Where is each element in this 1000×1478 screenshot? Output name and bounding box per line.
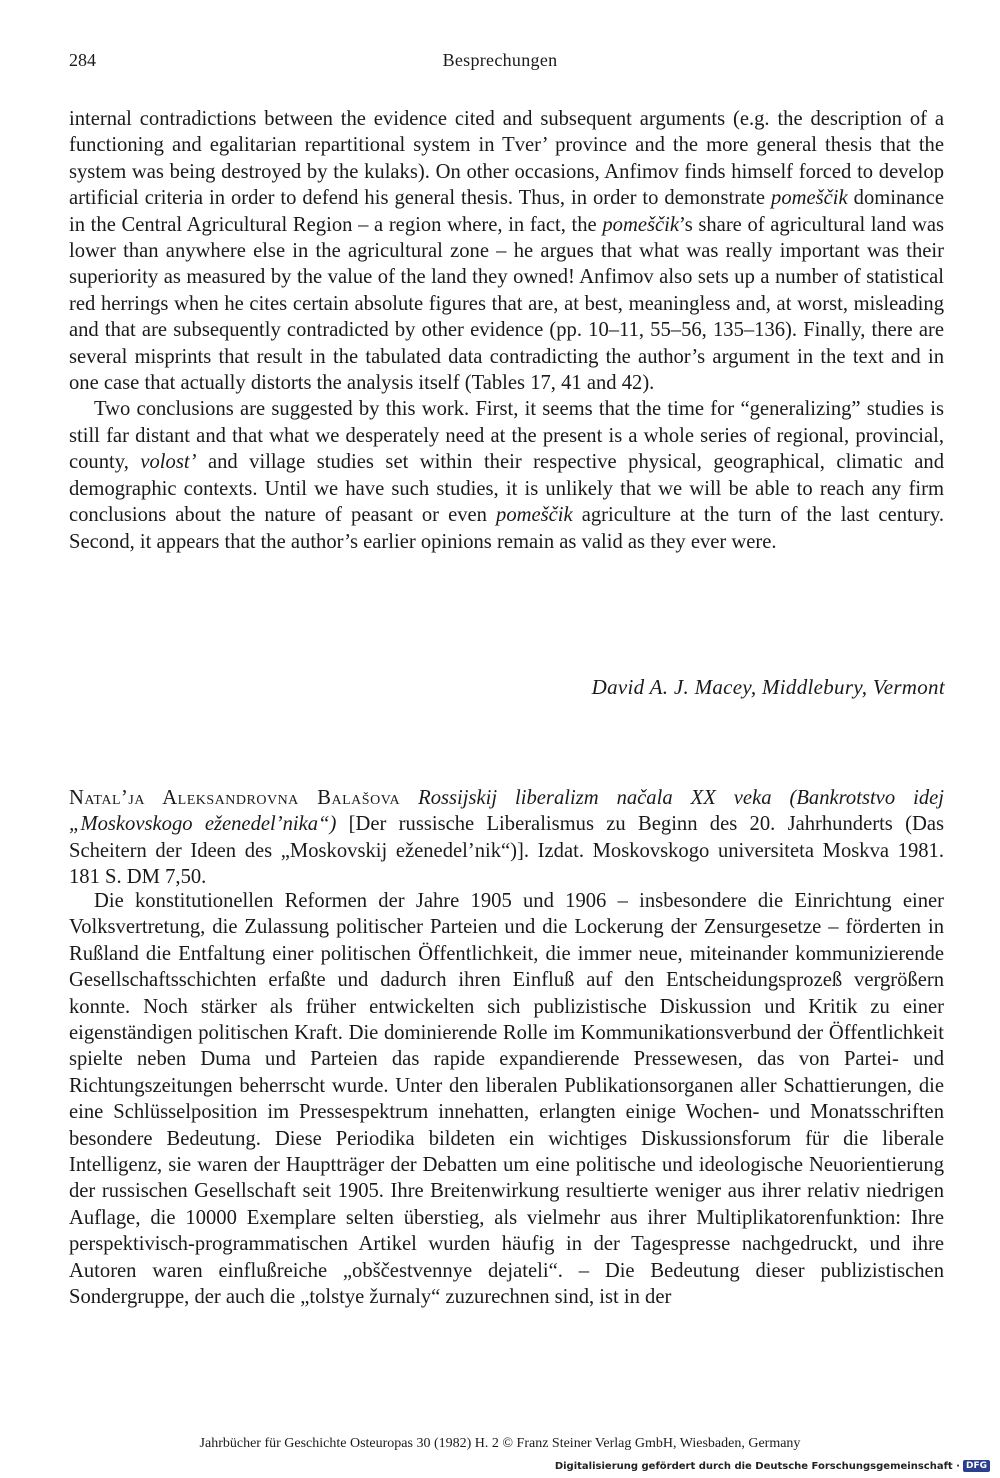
book-details: [Der russische Liberalismus zu Beginn des 20. Jahrhunderts (Das Scheitern der Ideen des „Moskovskij eženedel’nik“)]. Izdat. Moskovskogo universiteta Moskva 1981. 181 S. DM 7,50. (69, 813, 944, 889)
review-2-paragraph-1: Die konstitutionellen Reformen der Jahre 1905 und 1906 – insbesondere die Einrichtung einer Volksvertretung, die Zulassung politischer Parteien und die Lockerung der Zensurgesetze – förderten in Rußland die Entfaltung einer politischen Öffentlichkeit, die immer neue, miteinander kommunizierende Gesellschaftsschichten erfaßte und dadurch ihren Einfluß auf den Entscheidungsprozeß vergrößern konnte. Noch stärker als früher entwickelten sich publizistische Diskussion und Kritik zu einer eigenständigen politischen Kraft. Die dominierende Rolle im Kommunikationsverbund der Öffentlichkeit spielte neben Duma und Parteien das rapide expandierende Pressewesen, das von Partei- und Richtungszeitungen beherrscht wurde. Unter den liberalen Publikationsorganen aller Schattierungen, die eine Schlüsselposition im Pressespektrum innehatten, erlangten einige Wochen- und Monatsschriften besondere Bedeutung. Diese Periodika bildeten ein wichtiges Diskussionsforum für die liberale Intelligenz, sie waren der Hauptträger der Debatten um eine politische und ideologische Neuorientierung der russischen Gesellschaft seit 1905. Ihre Breitenwirkung resultierte weniger aus ihrer relativ niedrigen Auflage, die 10000 Exemplare selten überstieg, als vielmehr aus ihrer Multiplikatorenfunktion: Ihre perspektivisch-programmatischen Artikel wurden häufig in der Tagespresse nachgedruckt, und ihre Autoren waren einflußreiche „obščestvennye dejateli“. – Die Bedeutung dieser publizistischen Sondergruppe, der auch die „tolstye žurnaly“ zuzurechnen sind, ist in der (69, 890, 944, 1309)
book-author: Natal’ja Aleksandrovna Balašova (69, 787, 401, 809)
page-number: 284 (69, 50, 96, 70)
term-pomescik: pomeščik (771, 187, 848, 210)
review-1-paragraph-1: internal contradictions between the evidence cited and subsequent arguments (e.g. the description of a functioning and egalitarian repartitional system in Tver’ province and the more general thesis that the system was being destroyed by the kulaks). On other occasions, Anfimov finds himself forced to develop artificial criteria in order to defend his general thesis. Thus, in order to demonstrate pomeščik dominance in the Central Agricultural Region – a region where, in fact, the pomeščik’s share of agricultural land was lower than anywhere else in the agricultural zone – he argues that what was really important was their superiority as measured by the value of the land they owned! Anfimov also sets up a number of statistical red herrings when he cites certain absolute figures that are, at best, meaningless and, at worst, misleading and that are subsequently contradicted by other evidence (pp. 10–11, 55–56, 135–136). Finally, there are several misprints that result in the tabulated data contradicting the author’s argument in the text and in one case that actually distorts the analysis itself (Tables 17, 41 and 42). (69, 108, 945, 395)
term-pomescik: pomeščik (496, 504, 573, 527)
term-pomescik: pomeščik (602, 213, 679, 236)
bibliographic-entry (69, 785, 944, 891)
dfg-logo-icon: DFG (963, 1460, 990, 1472)
digitization-banner (555, 1460, 990, 1472)
running-head: Besprechungen (442, 50, 558, 70)
book-title: Rossijskij liberalizm načala XX veka (Bankrotstvo idej „Moskovskogo eženedel’nika“) (69, 787, 944, 836)
review-2-body (69, 888, 944, 1311)
review-1-body (69, 106, 944, 555)
review-1-paragraph-2: Two conclusions are suggested by this work. First, it seems that the time for “generalizing” studies is still far distant and that what we desperately need at the present is a whole series of regional, provincial, county, volost’ and village studies set within their respective physical, geographical, climatic and demographic contexts. Until we have such studies, it is unlikely that we will be able to reach any firm conclusions about the nature of peasant or even pomeščik agriculture at the turn of the last century. Second, it appears that the author’s earlier opinions remain as valid as they ever were. (69, 398, 944, 553)
digitization-text: Digitalisierung gefördert durch die Deutsche Forschungsgemeinschaft · (554, 1460, 960, 1472)
reviewer-signature: David A. J. Macey, Middlebury, Vermont (591, 675, 945, 699)
journal-footer: Jahrbücher für Geschichte Osteuropas 30 (1982) H. 2 © Franz Steiner Verlag GmbH, Wiesbaden, Germany (199, 1436, 801, 1451)
term-volost: volost’ (140, 451, 197, 474)
